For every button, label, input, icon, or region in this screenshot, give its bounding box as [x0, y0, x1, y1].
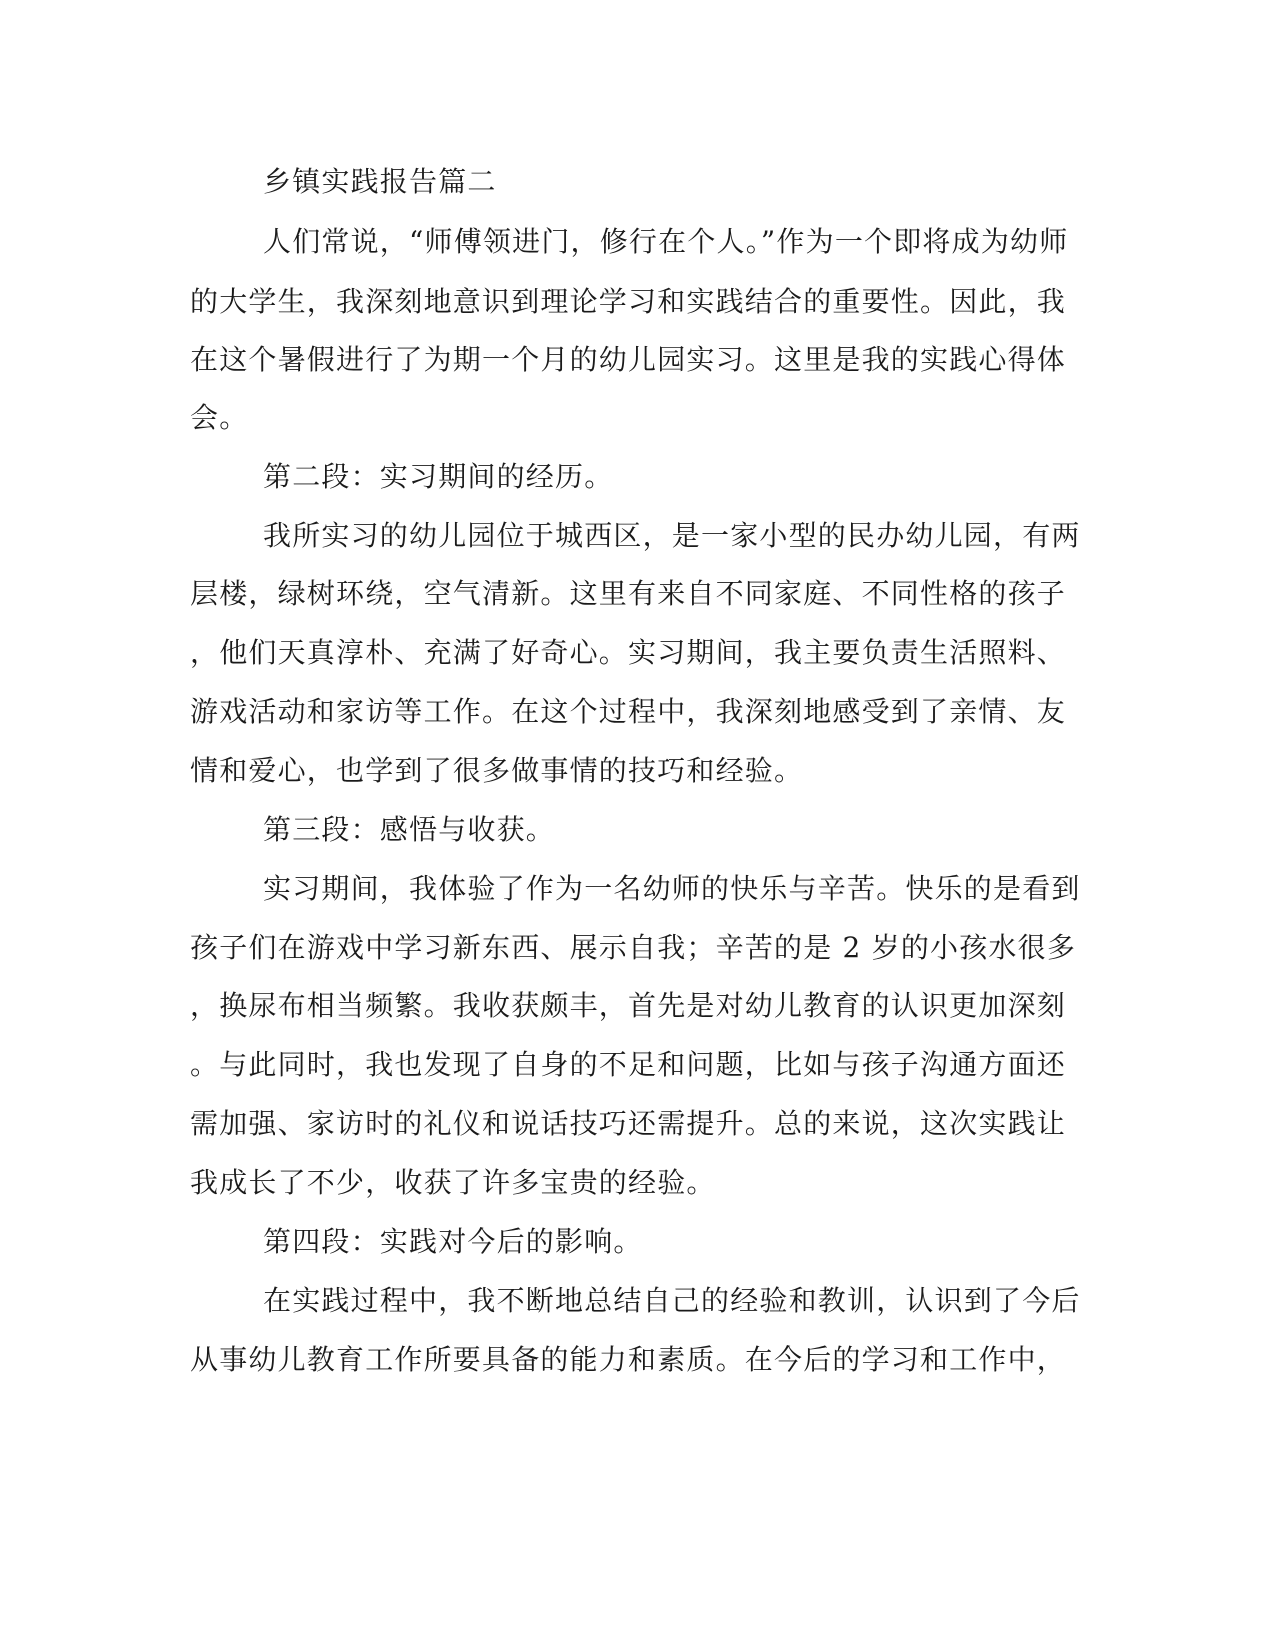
text-line: 实习期间，我体验了作为一名幼师的快乐与辛苦。快乐的是看到 — [263, 872, 1081, 905]
text-line: 孩子们在游戏中学习新东西、展示自我；辛苦的是 2 岁的小孩水很多 — [190, 931, 1077, 964]
text-line: 我成长了不少，收获了许多宝贵的经验。 — [190, 1166, 716, 1199]
text-line: 从事幼儿教育工作所要具备的能力和素质。在今后的学习和工作中， — [190, 1343, 1067, 1376]
section-heading: 第二段：实习期间的经历。 — [263, 460, 614, 493]
text-line: 。与此同时，我也发现了自身的不足和问题，比如与孩子沟通方面还 — [190, 1048, 1067, 1081]
text-line: 需加强、家访时的礼仪和说话技巧还需提升。总的来说，这次实践让 — [190, 1107, 1067, 1140]
section-heading: 第三段：感悟与收获。 — [263, 813, 556, 846]
text-line: 人们常说，“师傅领进门，修行在个人。”作为一个即将成为幼师 — [263, 225, 1069, 258]
text-line: 我所实习的幼儿园位于城西区，是一家小型的民办幼儿园，有两 — [263, 519, 1081, 552]
text-line: 情和爱心，也学到了很多做事情的技巧和经验。 — [190, 754, 804, 787]
text-line: 的大学生，我深刻地意识到理论学习和实践结合的重要性。因此，我 — [190, 285, 1067, 318]
document-heading: 乡镇实践报告篇二 — [263, 165, 497, 198]
text-line: 会。 — [190, 401, 249, 434]
text-line: 层楼，绿树环绕，空气清新。这里有来自不同家庭、不同性格的孩子 — [190, 577, 1067, 610]
text-line: ，他们天真淳朴、充满了好奇心。实习期间，我主要负责生活照料、 — [190, 636, 1067, 669]
text-line: 在这个暑假进行了为期一个月的幼儿园实习。这里是我的实践心得体 — [190, 343, 1067, 376]
text-line: ，换尿布相当频繁。我收获颇丰，首先是对幼儿教育的认识更加深刻 — [190, 989, 1067, 1022]
text-line: 游戏活动和家访等工作。在这个过程中，我深刻地感受到了亲情、友 — [190, 695, 1067, 728]
section-heading: 第四段：实践对今后的影响。 — [263, 1225, 643, 1258]
text-line: 在实践过程中，我不断地总结自己的经验和教训，认识到了今后 — [263, 1284, 1081, 1317]
